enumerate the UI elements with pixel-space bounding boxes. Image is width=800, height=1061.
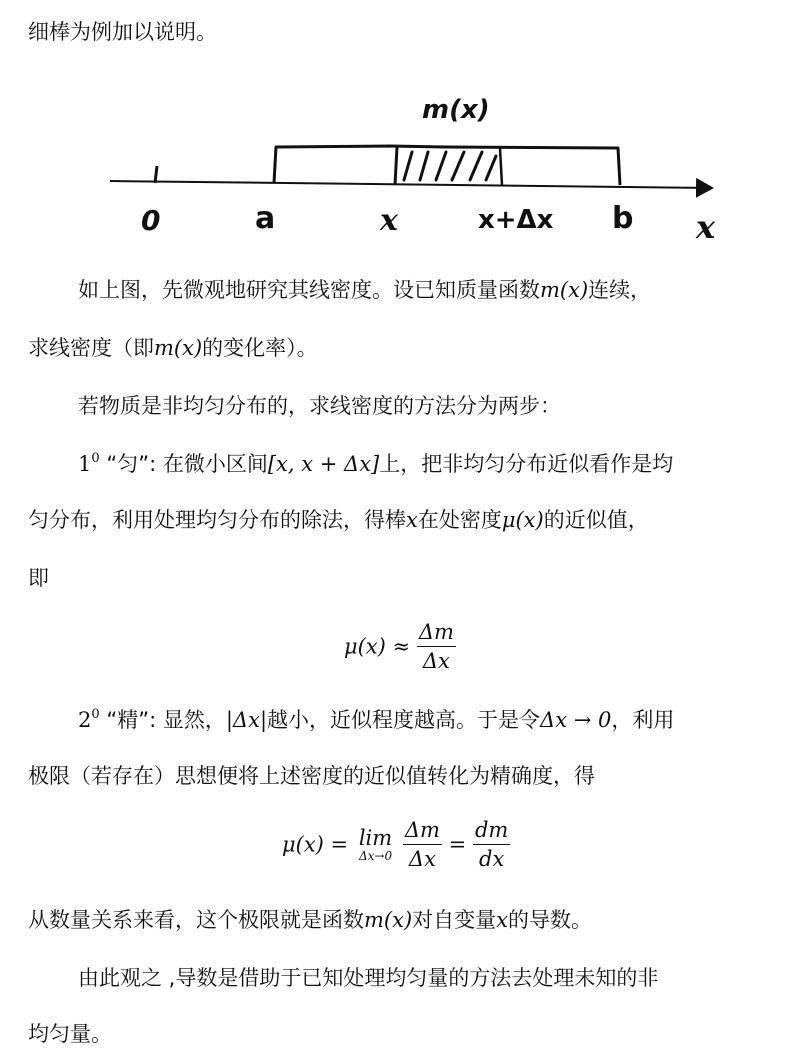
step1-line3 <box>28 564 780 592</box>
eq2-numerator-2: dm <box>473 816 510 845</box>
p3-text-c: 的导数。 <box>508 908 592 932</box>
step2-label: “精”: 显然， <box>106 708 226 732</box>
equation-approx <box>344 618 456 675</box>
eq2-denominator-2: dx <box>479 847 505 871</box>
eq1-lhs: μ(x) ≈ <box>344 634 411 659</box>
step2-line2 <box>28 762 780 790</box>
eq2-lhs: μ(x) = <box>282 832 349 857</box>
density-function: μ(x) <box>501 508 544 532</box>
tick-label-x-plus-dx: x+Δx <box>478 205 554 235</box>
tick-label-x: x <box>380 203 398 238</box>
p4-text-a: 由此观之 ,导数是借助于已知处理均匀量的方法去处理未知的非 <box>78 966 659 990</box>
func-label: m(x) <box>422 95 490 125</box>
axis-label-x: x <box>696 208 716 246</box>
step2-number: 2 <box>78 708 92 732</box>
step1-text-f: 即 <box>28 566 49 590</box>
p1-text-c: 求线密度（即 <box>28 336 154 360</box>
p2-text: 若物质是非均匀分布的，求线密度的方法分为两步： <box>78 394 561 418</box>
abs-delta-x: |Δx| <box>225 708 268 732</box>
eq2-fraction-1 <box>403 816 442 873</box>
p1-text-a: 如上图，先微观地研究其线密度。设已知质量函数 <box>78 278 540 302</box>
lim-subscript: Δx→0 <box>358 848 393 863</box>
eq1-numerator: Δm <box>417 618 456 647</box>
interval: [x, x + Δx] <box>267 452 380 476</box>
step2-text-c: ，利用 <box>611 708 675 732</box>
mass-function: m(x) <box>540 278 589 302</box>
step1-text-c: 匀分布，利用处理均匀分布的除法，得棒 <box>28 508 406 532</box>
lim-text: lim <box>358 825 393 850</box>
step2-text-d: 极限（若存在）思想便将上述密度的近似值转化为精确度，得 <box>28 764 595 788</box>
x-boundary <box>395 147 397 185</box>
step2-superscript: 0 <box>91 707 100 722</box>
eq1-denominator: Δx <box>422 649 450 673</box>
step1-text-e: 的近似值， <box>543 508 649 532</box>
x-dx-boundary <box>500 148 502 185</box>
step1-text-d: 在处密度 <box>417 508 502 532</box>
tick-label-b: b <box>612 201 634 236</box>
limit-operator <box>359 827 392 863</box>
tick-label-0: 0 <box>141 204 161 237</box>
mass-function-3: m(x) <box>364 908 413 932</box>
hatching <box>404 152 496 180</box>
step1-line1 <box>78 450 780 478</box>
step2-line1 <box>78 706 780 734</box>
p3-text-a: 从数量关系来看，这个极限就是函数 <box>28 908 364 932</box>
origin-tick <box>155 166 157 183</box>
var-x: x <box>406 508 418 532</box>
equation-limit <box>282 816 510 873</box>
p3-text-b: 对自变量 <box>412 908 497 932</box>
var-x-2: x <box>496 908 508 932</box>
step1-text-b: 上，把非均匀分布近似看作是均 <box>379 452 674 476</box>
step1-superscript: 0 <box>91 451 100 466</box>
p3-line <box>28 906 780 934</box>
p1-line1 <box>78 276 780 304</box>
intro-text: 细棒为例加以说明。 <box>28 20 217 44</box>
eq2-numerator-1: Δm <box>403 816 442 845</box>
eq2-fraction-2 <box>473 816 510 873</box>
rod-density-figure <box>0 80 800 250</box>
limit-expression: Δx → 0 <box>540 708 612 732</box>
tick-label-a: a <box>255 201 276 236</box>
eq2-denominator-1: Δx <box>408 847 436 871</box>
eq2-equals: = <box>448 832 467 857</box>
step1-line2 <box>28 506 780 534</box>
eq1-fraction <box>417 618 456 675</box>
step1-number: 1 <box>78 452 92 476</box>
p4-line2 <box>28 1020 780 1048</box>
p1-text-d: 的变化率）。 <box>202 336 318 360</box>
p4-line1 <box>78 964 780 992</box>
mass-function-2: m(x) <box>154 336 203 360</box>
step1-label: “匀”: 在微小区间 <box>106 452 268 476</box>
intro-line <box>28 18 780 46</box>
p1-line2 <box>28 334 780 362</box>
x-axis <box>110 181 712 188</box>
step2-text-b: 越小，近似程度越高。于是令 <box>267 708 541 732</box>
p1-text-b: 连续， <box>588 278 652 302</box>
p2-line <box>78 392 780 420</box>
p4-text-b: 均匀量。 <box>28 1022 112 1046</box>
